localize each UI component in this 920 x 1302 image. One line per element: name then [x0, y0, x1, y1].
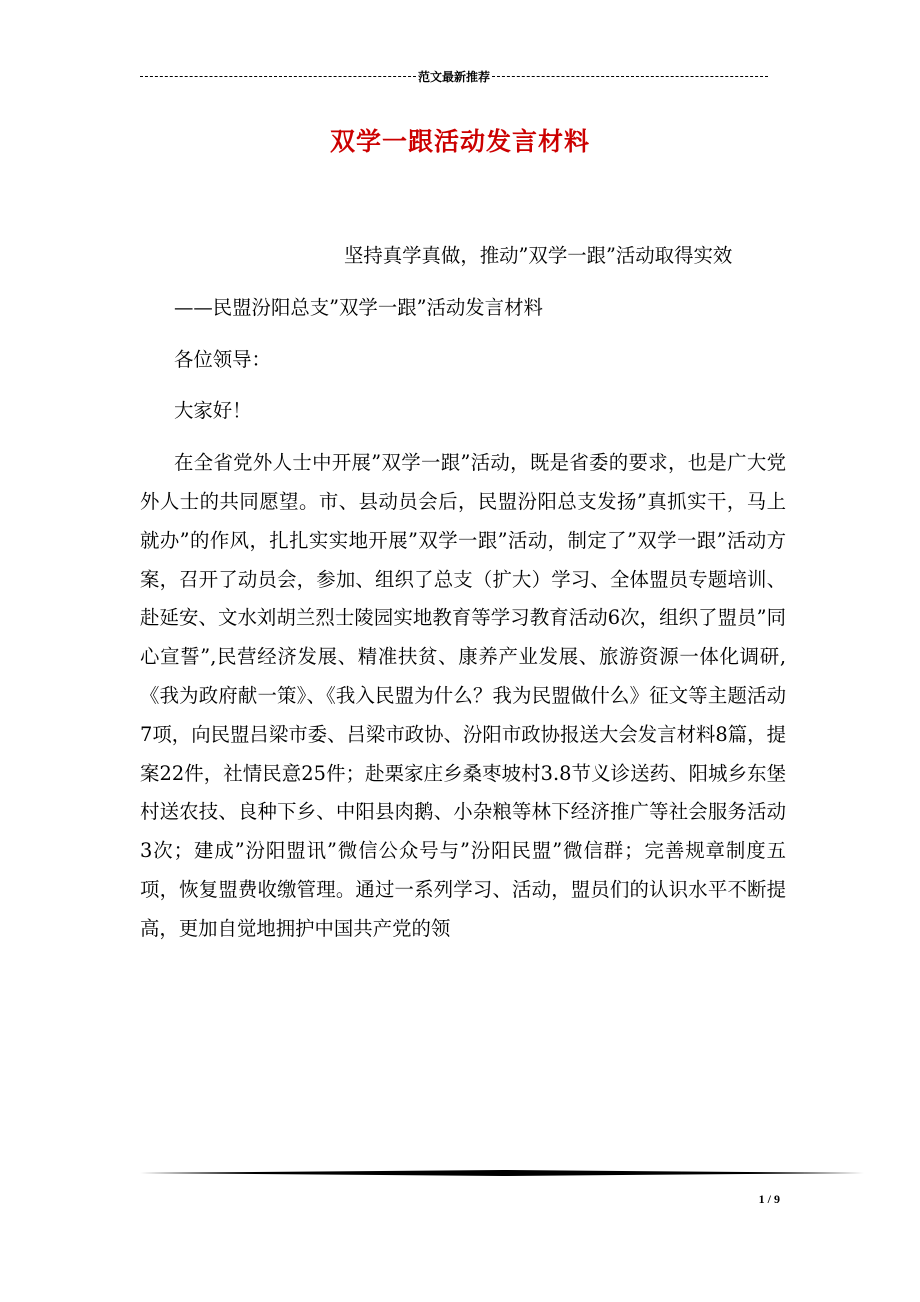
greeting: 大家好！: [174, 399, 252, 423]
body-paragraph: 在全省党外人士中开展”双学一跟”活动，既是省委的要求，也是广大党外人士的共同愿望。市、县动员会后，民盟汾阳总支发扬”真抓实干，马上就办”的作风，扎扎实实地开展”双学一跟”活动，制定了”双学一跟”活动方案，召开了动员会，参加、组织了总支（扩大）学习、全体盟员专题培训、赴延安、文水刘胡兰烈士陵园实地教育等学习教育活动6次，组织了盟员”同心宣誓”,民营经济发展、精准扶贫、康养产业发展、旅游资源一体化调研,《我为政府献一策》、《我入民盟为什么？我为民盟做什么》征文等主题活动7项，向民盟吕梁市委、吕梁市政协、汾阳市政协报送大会发言材料8篇，提案22件，社情民意25件；赴栗家庄乡桑枣坡村3.8节义诊送药、阳城乡东堡村送农技、良种下乡、中阳县肉鹅、小杂粮等林下经济推广等社会服务活动3次；建成”汾阳盟讯”微信公众号与”汾阳民盟”微信群；完善规章制度五项，恢复盟费收缴管理。通过一系列学习、活动，盟员们的认识水平不断提高，更加自觉地拥护中国共产党的领: [140, 451, 786, 940]
page-indicator: 1 / 9: [758, 1192, 780, 1206]
header-dash-left: [140, 76, 416, 77]
document-body: [140, 237, 786, 949]
document-title: 双学一跟活动发言材料: [329, 127, 590, 156]
page-header: [140, 66, 768, 86]
footer-rule: [140, 1170, 864, 1176]
speech-heading: 坚持真学真做，推动”双学一跟”活动取得实效: [344, 244, 733, 267]
header-dash-right: [492, 76, 768, 77]
salutation: 各位领导：: [174, 347, 271, 371]
header-tag: 范文最新推荐: [418, 69, 491, 84]
speech-subheading: ——民盟汾阳总支”双学一跟”活动发言材料: [174, 295, 543, 319]
